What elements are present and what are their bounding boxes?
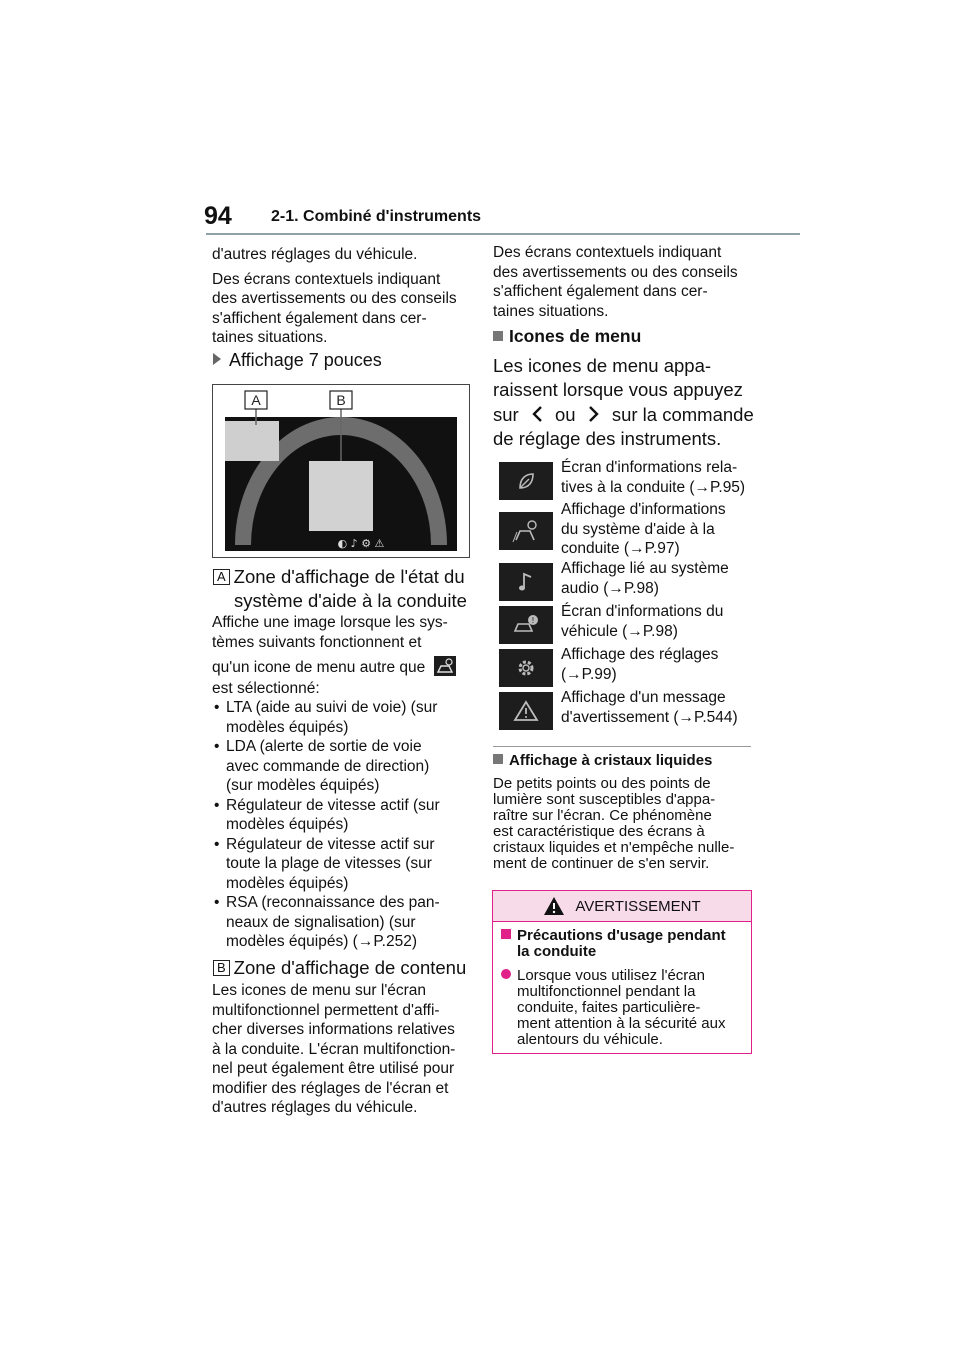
- lcd-text: De petits points ou des points de lumière sont susceptibles d'appa- raître sur l'écran. Ce phénomène est caractéristique des écrans à cristaux liquides et n'empêche nulle- ment de continuer de s'en servir.: [493, 775, 735, 872]
- list-item: • LTA (aide au suivi de voie) (sur modèles équipés): [212, 698, 474, 737]
- warning-body: [493, 922, 751, 1054]
- warning-triangle-icon: [543, 896, 565, 916]
- chevron-left-icon: [530, 405, 544, 423]
- zone-b-text: Les icones de menu sur l'écran multifonctionnel permettent d'affi- cher diverses informations relatives à la conduite. L'écran multifonction- nel peut également être utilisé pour modifier des réglages de l'écran et d'autres réglages du véhicule.: [212, 982, 456, 1116]
- square-bullet-icon: [493, 754, 503, 764]
- menu-icon-row: [499, 603, 754, 646]
- menu-icon-row: [499, 501, 754, 557]
- line: système d'aide à la conduite: [234, 590, 467, 611]
- menu-heading: Icones de menu: [493, 326, 641, 347]
- status-icons: ◐ ♪ ⚙ ⚠: [337, 537, 385, 550]
- svg-text:!: !: [531, 616, 535, 625]
- zone-a-text-inline: [212, 656, 474, 678]
- menu-icon-row: [499, 689, 754, 732]
- dot-bullet-icon: [501, 969, 511, 979]
- sub-heading-text: Affichage 7 pouces: [229, 350, 382, 370]
- line: Affiche une image lorsque les sys-: [212, 614, 448, 631]
- sub-heading: [213, 349, 382, 372]
- warning-title: AVERTISSEMENT: [575, 897, 701, 915]
- warning-icon: [499, 692, 553, 730]
- chapter-title: 2-1. Combiné d'instruments: [271, 208, 482, 225]
- figure-label-a: A: [251, 392, 261, 408]
- line: taines situations.: [212, 329, 328, 346]
- line: des avertissements ou des conseils: [212, 290, 457, 307]
- cluster-figure: [212, 384, 470, 558]
- line: qu'un icone de menu autre que: [212, 659, 426, 676]
- menu-icon-row: [499, 646, 754, 689]
- menu-icon-desc: Écran d'informations rela- tives à la conduite (→P.95): [561, 459, 746, 496]
- gear-icon: [499, 649, 553, 687]
- music-note-icon: [499, 563, 553, 601]
- zone-a-text-4: est sélectionné:: [212, 680, 320, 697]
- warning-header: [493, 891, 751, 922]
- divider: [493, 746, 751, 747]
- list-item: • LDA (alerte de sortie de voie avec commande de direction) (sur modèles équipés): [212, 737, 474, 796]
- square-bullet-icon: [501, 929, 511, 939]
- zone-a-label: A: [213, 569, 230, 585]
- line: Zone d'affichage de l'état du: [233, 566, 465, 587]
- menu-intro-line3: sur ou sur la commande: [493, 404, 754, 425]
- menu-intro: Les icones de menu appa- raissent lorsque vous appuyez: [493, 355, 743, 400]
- figure-label-b: B: [336, 392, 346, 408]
- warning-subheading: Précautions d'usage pendant la conduite: [501, 928, 743, 960]
- warning-box: [492, 890, 752, 1054]
- list-item: • RSA (reconnaissance des pan- neaux de signalisation) (sur modèles équipés) (→P.252): [212, 893, 474, 952]
- menu-icon-desc: Écran d'informations du véhicule (→P.98): [561, 603, 724, 640]
- zone-b-label: B: [213, 960, 230, 976]
- menu-icon-desc: Affichage d'un message d'avertissement (→P.544): [561, 689, 738, 726]
- right-intro: Des écrans contextuels indiquant des avertissements ou des conseils s'affichent également dans cer- taines situations.: [493, 244, 738, 320]
- chevron-right-icon: [587, 405, 601, 423]
- header-rule: [206, 233, 800, 235]
- vehicle-info-icon: [499, 606, 553, 644]
- line: tèmes suivants fonctionnent et: [212, 633, 422, 651]
- line: Zone d'affichage de contenu: [233, 957, 467, 978]
- zone-a-title: [213, 565, 473, 613]
- square-bullet-icon: [493, 331, 503, 341]
- cluster-illustration: [213, 385, 469, 557]
- page-number: 94: [204, 202, 232, 230]
- lcd-heading: Affichage à cristaux liquides: [493, 752, 712, 769]
- triangle-bullet-icon: [213, 353, 221, 365]
- paragraph: d'autres réglages du véhicule.: [212, 246, 418, 263]
- driving-assist-icon: [434, 656, 456, 676]
- line: Des écrans contextuels indiquant: [212, 270, 441, 288]
- warning-text: Lorsque vous utilisez l'écran multifonctionnel pendant la conduite, faites particulière- ment attention à la sécurité aux alentours du véhicule.: [501, 968, 743, 1048]
- left-column: [212, 245, 472, 348]
- menu-intro-line4: de réglage des instruments.: [493, 428, 722, 449]
- menu-icon-desc: Affichage des réglages (→P.99): [561, 646, 719, 683]
- menu-icon-row: [499, 560, 754, 603]
- zone-b-title: [213, 956, 475, 980]
- zone-a-text: [212, 613, 474, 652]
- leaf-icon: [499, 462, 553, 500]
- menu-icon-row: [499, 459, 754, 502]
- line: s'affichent également dans cer-: [212, 309, 427, 327]
- list-item: • Régulateur de vitesse actif (sur modèles équipés): [212, 796, 474, 835]
- menu-icon-desc: Affichage lié au système audio (→P.98): [561, 560, 729, 597]
- driving-assist-icon: [499, 512, 553, 550]
- menu-icon-desc: Affichage d'informations du système d'aide à la conduite (→P.97): [561, 501, 726, 557]
- system-list: [212, 698, 474, 952]
- list-item: • Régulateur de vitesse actif sur toute la plage de vitesses (sur modèles équipés): [212, 835, 474, 894]
- paragraph: [212, 270, 472, 348]
